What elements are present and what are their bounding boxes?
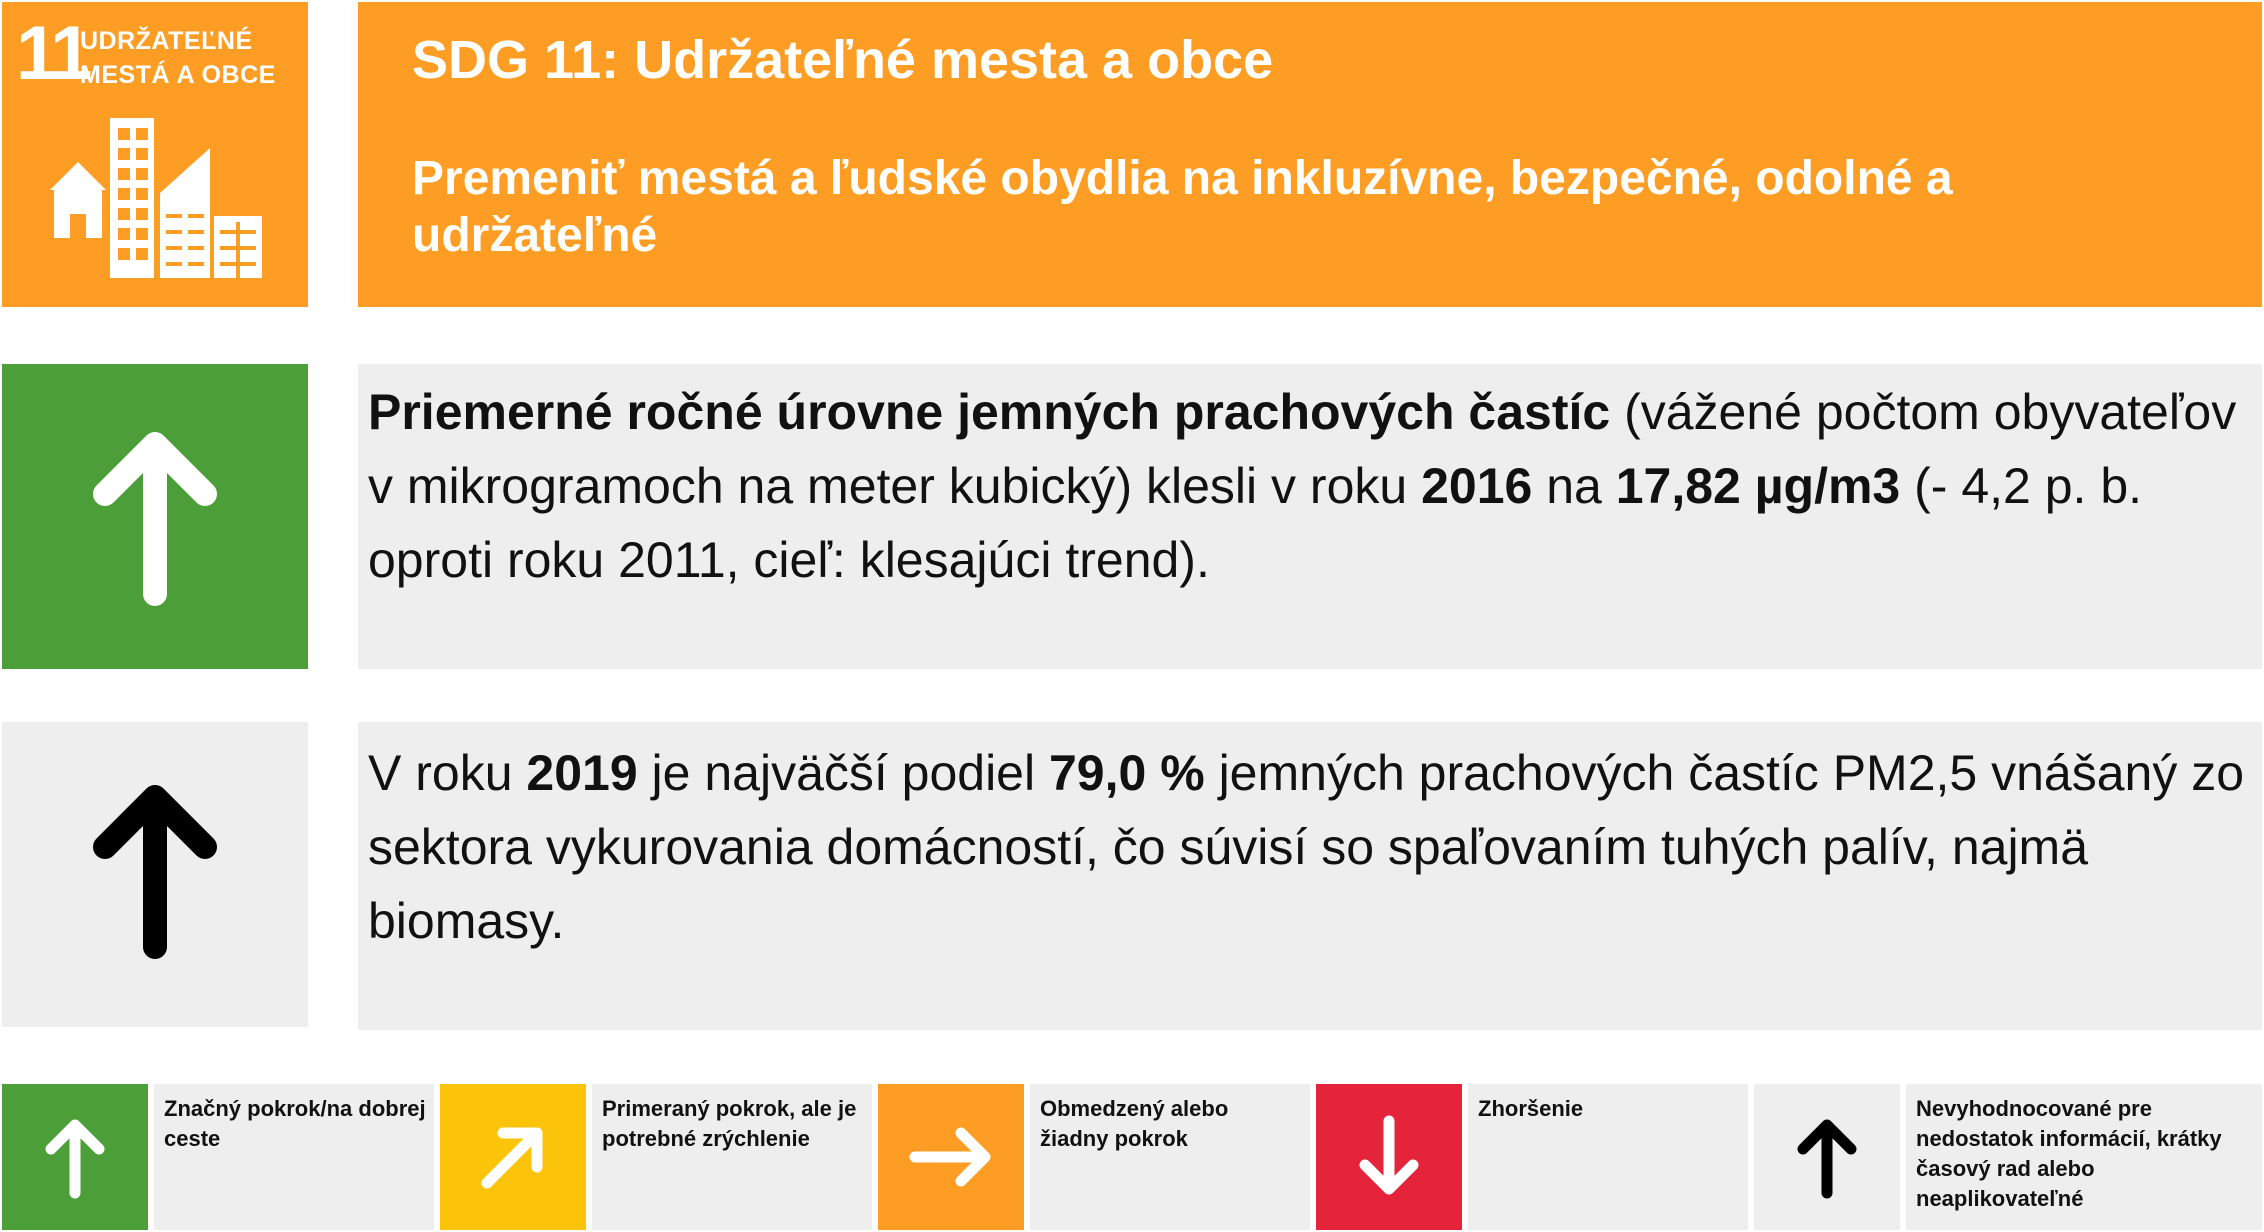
city-buildings-icon xyxy=(50,118,262,280)
indicator-text-part: v mikrogramoch na meter kubický) klesli v roku xyxy=(368,458,1422,514)
legend-label: Obmedzený alebo žiadny pokrok xyxy=(1030,1084,1310,1230)
legend-icon-significant-progress xyxy=(2,1084,148,1230)
arrow-up-right-icon xyxy=(463,1107,563,1207)
legend-icon-not-evaluated xyxy=(1754,1084,1900,1230)
legend-icon-deterioration xyxy=(1316,1084,1462,1230)
arrow-down-icon xyxy=(1339,1107,1439,1207)
legend-icon-moderate-progress xyxy=(440,1084,586,1230)
arrow-up-icon xyxy=(2,722,308,1027)
indicator-text-part: (- 4,2 p. b. oproti roku 2011, cieľ: klesajúci trend). xyxy=(368,458,2143,588)
indicator-text-part: na xyxy=(1532,458,1616,514)
indicator-text xyxy=(368,375,2248,597)
legend-label: Nevyhodnocované pre nedostatok informácií, krátky časový rad alebo neaplikovateľné xyxy=(1906,1084,2262,1230)
legend-icon-limited-progress xyxy=(878,1084,1024,1230)
sdg-logo-title: UDRŽATEĽNÉ MESTÁ A OBCE xyxy=(80,27,276,89)
page-subtitle: Premeniť mestá a ľudské obydlia na inkluzívne, bezpečné, odolné a udržateľné xyxy=(412,152,1953,262)
page-title: SDG 11: Udržateľné mesta a obce xyxy=(412,30,1274,90)
indicator-text-part: jemných prachových častíc PM2,5 vnášaný zo sektora vykurovania domácností, čo súvisí so spaľovaním tuhých palív, najmä biomasy. xyxy=(368,745,2245,949)
indicator-year: 2019 xyxy=(526,745,638,801)
indicator-year: 2016 xyxy=(1421,458,1533,514)
indicator-text-part: je najväčší podiel xyxy=(637,745,1049,801)
sdg-number: 11 xyxy=(16,11,89,96)
legend-label: Zhoršenie xyxy=(1468,1084,1748,1230)
arrow-right-icon xyxy=(901,1107,1001,1207)
indicator-text-part: (vážené počtom obyvateľov xyxy=(1610,384,2237,440)
legend-label: Primeraný pokrok, ale je potrebné zrýchlenie xyxy=(592,1084,872,1230)
status-tile-significant-progress xyxy=(2,364,308,669)
indicator-text xyxy=(368,736,2248,958)
status-tile-not-evaluated xyxy=(2,722,308,1027)
arrow-up-icon xyxy=(2,364,308,669)
arrow-up-icon xyxy=(25,1107,125,1207)
indicator-value: 79,0 % xyxy=(1049,745,1205,801)
legend-label: Značný pokrok/na dobrej ceste xyxy=(154,1084,434,1230)
indicator-name: Priemerné ročné úrovne jemných prachových častíc xyxy=(368,384,1611,440)
indicator-text-part: V roku xyxy=(368,745,527,801)
indicator-value: 17,82 µg/m3 xyxy=(1615,458,1901,514)
arrow-up-icon xyxy=(1777,1107,1877,1207)
